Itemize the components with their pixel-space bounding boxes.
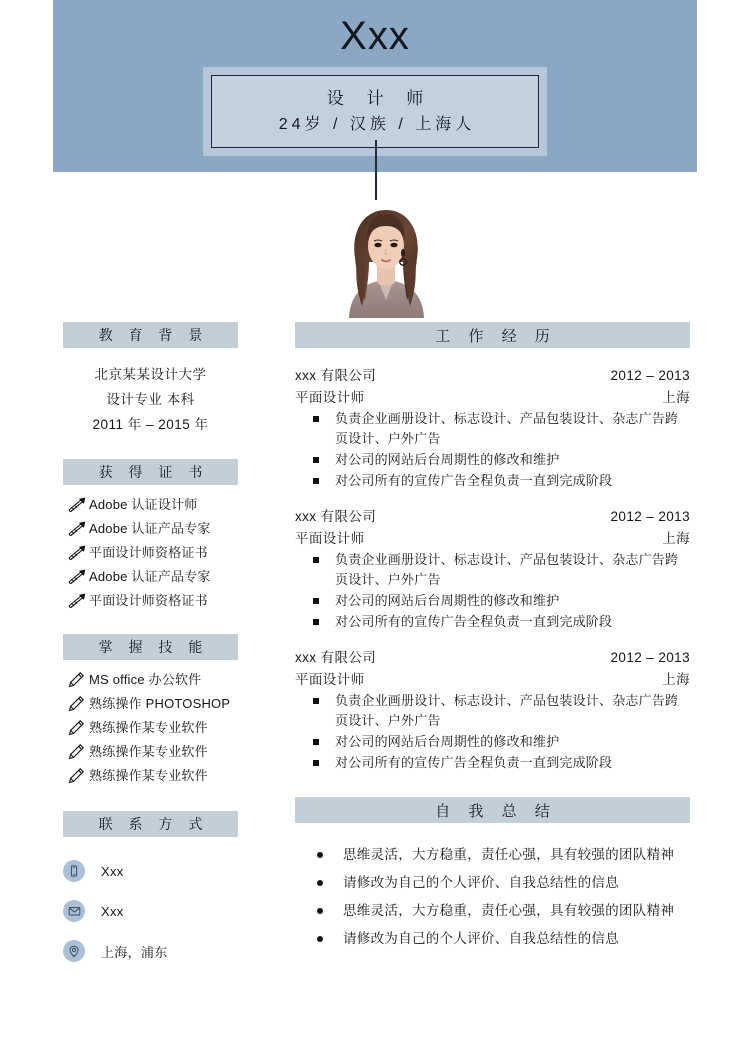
work-period: 2012 – 2013 <box>610 509 690 524</box>
work-duty: 负责企业画册设计、标志设计、产品包装设计、杂志广告跨页设计、户外广告 <box>295 550 690 590</box>
work-city: 上海 <box>662 672 690 687</box>
skill-label: 熟练操作某专业软件 <box>89 743 208 759</box>
skill-label: MS office 办公软件 <box>89 671 202 687</box>
list-item <box>63 517 238 540</box>
role-text: 设 计 师 <box>326 88 433 108</box>
work-duty-list <box>295 550 690 632</box>
envelope-icon <box>63 900 85 922</box>
phone-icon <box>63 860 85 882</box>
certificate-label: Adobe 认证设计师 <box>89 496 198 512</box>
work-entry-sub <box>295 386 690 406</box>
work-position: 平面设计师 <box>295 672 365 687</box>
work-entry <box>295 646 690 773</box>
diploma-icon <box>63 545 89 561</box>
pencil-icon <box>63 719 89 736</box>
pencil-icon <box>63 767 89 784</box>
education-details <box>63 362 238 437</box>
work-company: xxx 有限公司 <box>295 368 377 383</box>
contact-list <box>63 851 238 971</box>
work-entry-top <box>295 646 690 666</box>
certificate-label: Adobe 认证产品专家 <box>89 520 211 536</box>
certificate-list <box>63 493 238 612</box>
work-position: 平面设计师 <box>295 531 365 546</box>
left-column <box>63 322 238 971</box>
list-item <box>63 541 238 564</box>
list-item <box>63 668 238 691</box>
summary-item: 请修改为自己的个人评价、自我总结性的信息 <box>295 925 690 953</box>
work-duty: 对公司所有的宣传广告全程负责一直到完成阶段 <box>295 753 690 773</box>
phone-icon-wrap <box>63 860 101 882</box>
work-entry <box>295 505 690 632</box>
work-duty: 负责企业画册设计、标志设计、产品包装设计、杂志广告跨页设计、户外广告 <box>295 409 690 449</box>
work-duty: 对公司所有的宣传广告全程负责一直到完成阶段 <box>295 471 690 491</box>
work-entry-sub <box>295 668 690 688</box>
work-company: xxx 有限公司 <box>295 509 377 524</box>
work-position: 平面设计师 <box>295 390 365 405</box>
skill-label: 熟练操作 PHOTOSHOP <box>89 695 231 711</box>
work-duty-list <box>295 691 690 773</box>
list-item <box>63 740 238 763</box>
work-entry-top <box>295 364 690 384</box>
work-period: 2012 – 2013 <box>610 650 690 665</box>
list-item <box>63 716 238 739</box>
title-box <box>211 75 539 148</box>
diploma-icon <box>63 497 89 513</box>
location-pin-icon-wrap <box>63 940 101 962</box>
summary-section <box>295 797 690 953</box>
list-item <box>63 764 238 787</box>
work-entry-top <box>295 505 690 525</box>
work-duty: 对公司的网站后台周期性的修改和维护 <box>295 732 690 752</box>
work-duty-list <box>295 409 690 491</box>
connector-line <box>375 140 377 200</box>
pencil-icon <box>63 743 89 760</box>
skill-label: 熟练操作某专业软件 <box>89 767 208 783</box>
work-city: 上海 <box>662 390 690 405</box>
work-entry-sub <box>295 527 690 547</box>
work-entry <box>295 364 690 491</box>
education-major: 设计专业 本科 <box>106 392 195 407</box>
location-pin-icon <box>63 940 85 962</box>
work-duty: 对公司的网站后台周期性的修改和维护 <box>295 591 690 611</box>
skill-list <box>63 668 238 787</box>
list-item <box>63 565 238 588</box>
work-experience-list <box>295 364 690 773</box>
diploma-icon <box>63 521 89 537</box>
contact-email-value[interactable]: Xxx <box>101 903 124 919</box>
envelope-icon-wrap <box>63 900 101 922</box>
contact-address-value[interactable]: 上海，浦东 <box>101 944 168 960</box>
education-school: 北京某某设计大学 <box>94 367 207 382</box>
list-item <box>63 891 238 931</box>
certificate-label: 平面设计师资格证书 <box>89 592 208 608</box>
section-header-work: 工 作 经 历 <box>295 322 690 348</box>
pencil-icon <box>63 695 89 712</box>
certificate-label: 平面设计师资格证书 <box>89 544 208 560</box>
section-header-certificates: 获 得 证 书 <box>63 459 238 485</box>
section-header-contact: 联 系 方 式 <box>63 811 238 837</box>
work-duty: 对公司所有的宣传广告全程负责一直到完成阶段 <box>295 612 690 632</box>
certificate-label: Adobe 认证产品专家 <box>89 568 211 584</box>
contact-phone-value[interactable]: Xxx <box>101 863 124 879</box>
avatar <box>331 196 441 318</box>
work-period: 2012 – 2013 <box>610 368 690 383</box>
diploma-icon <box>63 593 89 609</box>
list-item <box>63 851 238 891</box>
section-header-education: 教 育 背 景 <box>63 322 238 348</box>
skill-label: 熟练操作某专业软件 <box>89 719 208 735</box>
list-item <box>63 493 238 516</box>
page-title: Xxx <box>340 14 410 58</box>
list-item <box>63 692 238 715</box>
summary-item: 请修改为自己的个人评价、自我总结性的信息 <box>295 869 690 897</box>
summary-item: 思维灵活，大方稳重，责任心强，具有较强的团队精神 <box>295 841 690 869</box>
pencil-icon <box>63 671 89 688</box>
list-item <box>63 589 238 612</box>
work-company: xxx 有限公司 <box>295 650 377 665</box>
education-period: 2011 年 – 2015 年 <box>92 417 209 432</box>
section-header-skills: 掌 握 技 能 <box>63 634 238 660</box>
section-header-summary: 自 我 总 结 <box>295 797 690 823</box>
work-duty: 负责企业画册设计、标志设计、产品包装设计、杂志广告跨页设计、户外广告 <box>295 691 690 731</box>
diploma-icon <box>63 569 89 585</box>
summary-item: 思维灵活，大方稳重，责任心强，具有较强的团队精神 <box>295 897 690 925</box>
personal-info-text: 24岁 / 汉族 / 上海人 <box>278 115 476 133</box>
right-column <box>295 322 690 774</box>
list-item <box>63 931 238 971</box>
summary-list <box>295 841 690 953</box>
work-city: 上海 <box>662 531 690 546</box>
work-duty: 对公司的网站后台周期性的修改和维护 <box>295 450 690 470</box>
